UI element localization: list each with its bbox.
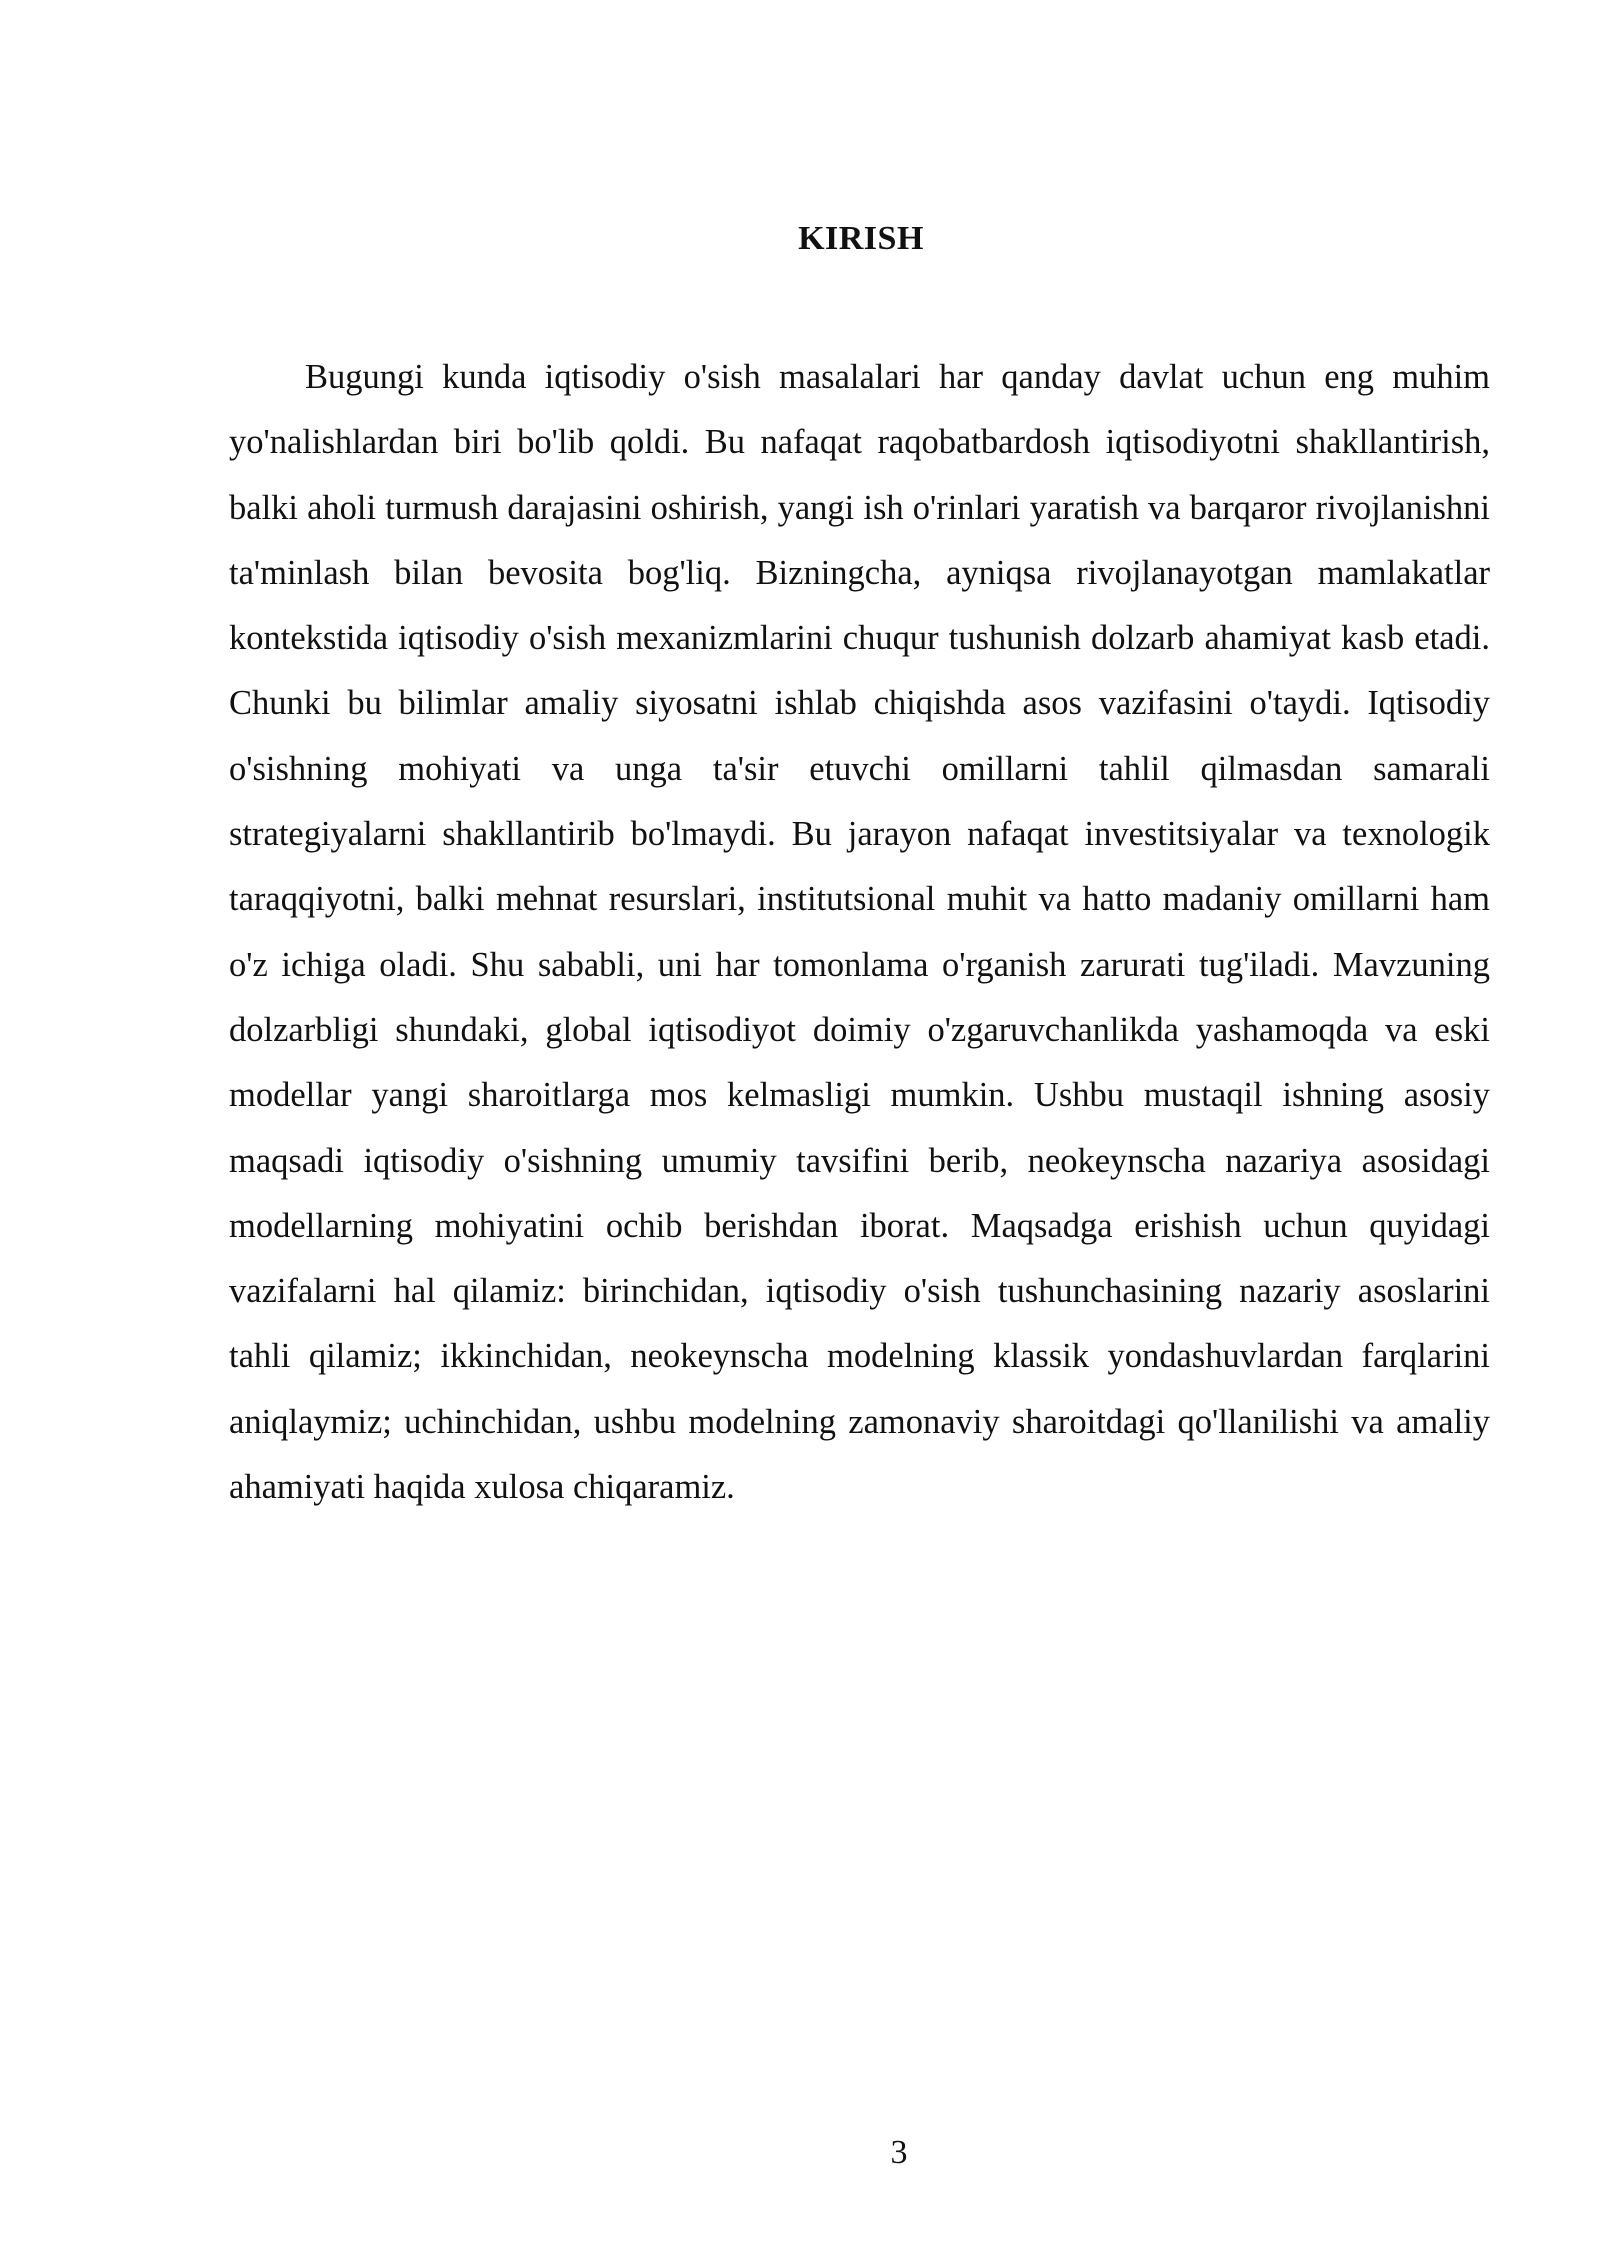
page-number: 3: [890, 2134, 908, 2171]
page-title: KIRISH: [798, 220, 924, 257]
body-paragraph: Bugungi kunda iqtisodiy o'sish masalalari har qanday davlat uchun eng muhim yo'nalishlardan biri bo'lib qoldi. Bu nafaqat raqobatbardosh iqtisodiyotni shakllantirish, balki aholi turmush darajasini oshirish, yangi ish o'rinlari yaratish va barqaror rivojlanishni ta'minlash bilan bevosita bog'liq. Bizningcha, ayniqsa rivojlanayotgan mamlakatlar kontekstida iqtisodiy o'sish mexanizmlarini chuqur tushunish dolzarb ahamiyat kasb etadi. Chunki bu bilimlar amaliy siyosatni ishlab chiqishda asos vazifasini o'taydi. Iqtisodiy o'sishning mohiyati va unga ta'sir etuvchi omillarni tahlil qilmasdan samarali strategiyalarni shakllantirib bo'lmaydi. Bu jarayon nafaqat investitsiyalar va texnologik taraqqiyotni, balki mehnat resurslari, institutsional muhit va hatto madaniy omillarni ham o'z ichiga oladi. Shu sababli, uni har tomonlama o'rganish zarurati tug'iladi. Mavzuning dolzarbligi shundaki, global iqtisodiyot doimiy o'zgaruvchanlikda yashamoqda va eski modellar yangi sharoitlarga mos kelmasligi mumkin. Ushbu mustaqil ishning asosiy maqsadi iqtisodiy o'sishning umumiy tavsifini berib, neokeynscha nazariya asosidagi modellarning mohiyatini ochib berishdan iborat. Maqsadga erishish uchun quyidagi vazifalarni hal qilamiz: birinchidan, iqtisodiy o'sish tushunchasining nazariy asoslarini tahli qilamiz; ikkinchidan, neokeynscha modelning klassik yondashuvlardan farqlarini aniqlaymiz; uchinchidan, ushbu modelning zamonaviy sharoitdagi qo'llanilishi va amaliy ahamiyati haqida xulosa chiqaramiz.: [229, 358, 1490, 1507]
